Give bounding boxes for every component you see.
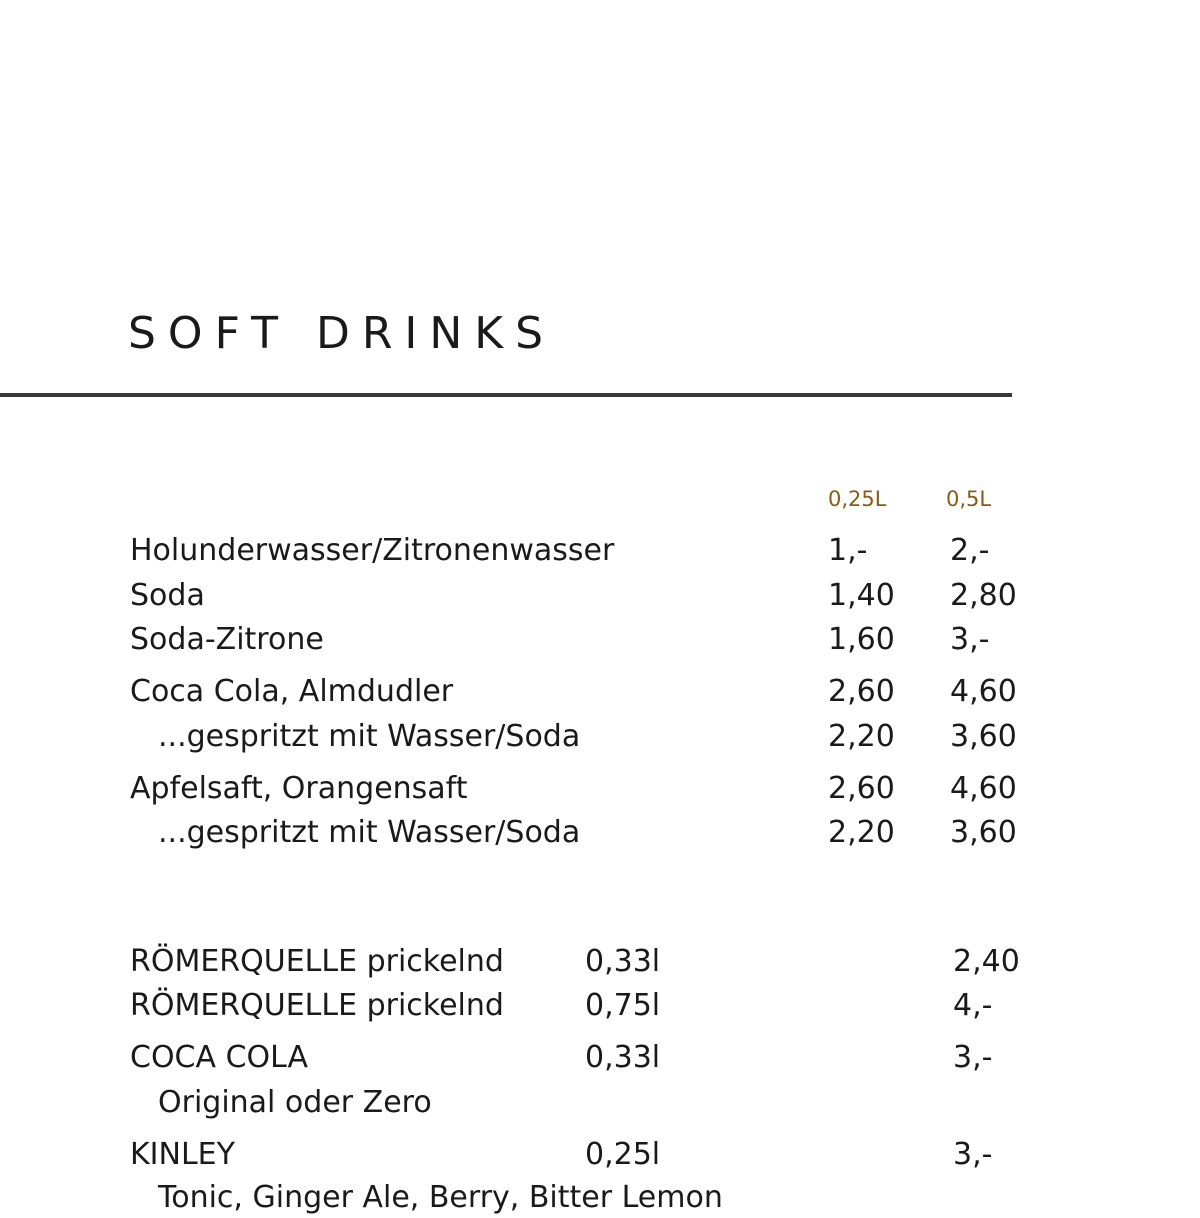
drink-name: ...gespritzt mit Wasser/Soda [158, 815, 581, 850]
bottle-price: 3,- [953, 1137, 993, 1172]
bottle-name: RÖMERQUELLE prickelnd [130, 988, 504, 1023]
menu-row [0, 672, 1200, 712]
column-header-large: 0,5L [946, 487, 992, 511]
price-small: 2,20 [828, 815, 895, 850]
price-small: 1,40 [828, 578, 895, 613]
menu-row [0, 717, 1200, 757]
bottle-note: Original oder Zero [158, 1085, 432, 1120]
price-large: 4,60 [950, 771, 1017, 806]
bottle-row [0, 942, 1200, 982]
bottle-note: Tonic, Ginger Ale, Berry, Bitter Lemon [158, 1180, 723, 1215]
menu-row [0, 769, 1200, 809]
bottle-row [0, 1135, 1200, 1175]
drink-name: Coca Cola, Almdudler [130, 674, 454, 709]
page-title: SOFT DRINKS [128, 308, 556, 359]
bottle-note-row [0, 1178, 1200, 1218]
bottle-name: KINLEY [130, 1137, 235, 1172]
price-large: 3,60 [950, 719, 1017, 754]
price-large: 3,60 [950, 815, 1017, 850]
bottle-name: RÖMERQUELLE prickelnd [130, 944, 504, 979]
price-large: 2,80 [950, 578, 1017, 613]
bottle-volume: 0,25l [585, 1137, 661, 1172]
bottle-price: 3,- [953, 1040, 993, 1075]
price-small: 1,60 [828, 622, 895, 657]
column-header-small: 0,25L [828, 487, 887, 511]
drink-name: Soda [130, 578, 205, 613]
bottle-row [0, 986, 1200, 1026]
price-small: 2,60 [828, 674, 895, 709]
drink-name: ...gespritzt mit Wasser/Soda [158, 719, 581, 754]
bottle-volume: 0,75l [585, 988, 661, 1023]
bottle-volume: 0,33l [585, 1040, 661, 1075]
drink-name: Apfelsaft, Orangensaft [130, 771, 468, 806]
menu-row [0, 531, 1200, 571]
drink-name: Holunderwasser/Zitronenwasser [130, 533, 615, 568]
menu-row [0, 813, 1200, 853]
title-divider [0, 393, 1012, 397]
price-small: 2,60 [828, 771, 895, 806]
price-large: 4,60 [950, 674, 1017, 709]
bottle-note-row [0, 1083, 1200, 1123]
price-large: 2,- [950, 533, 990, 568]
price-small: 1,- [828, 533, 868, 568]
menu-row [0, 576, 1200, 616]
price-large: 3,- [950, 622, 990, 657]
bottle-name: COCA COLA [130, 1040, 309, 1075]
menu-row [0, 620, 1200, 660]
bottle-row [0, 1038, 1200, 1078]
bottle-price: 4,- [953, 988, 993, 1023]
price-small: 2,20 [828, 719, 895, 754]
drink-name: Soda-Zitrone [130, 622, 324, 657]
bottle-volume: 0,33l [585, 944, 661, 979]
bottle-price: 2,40 [953, 944, 1020, 979]
